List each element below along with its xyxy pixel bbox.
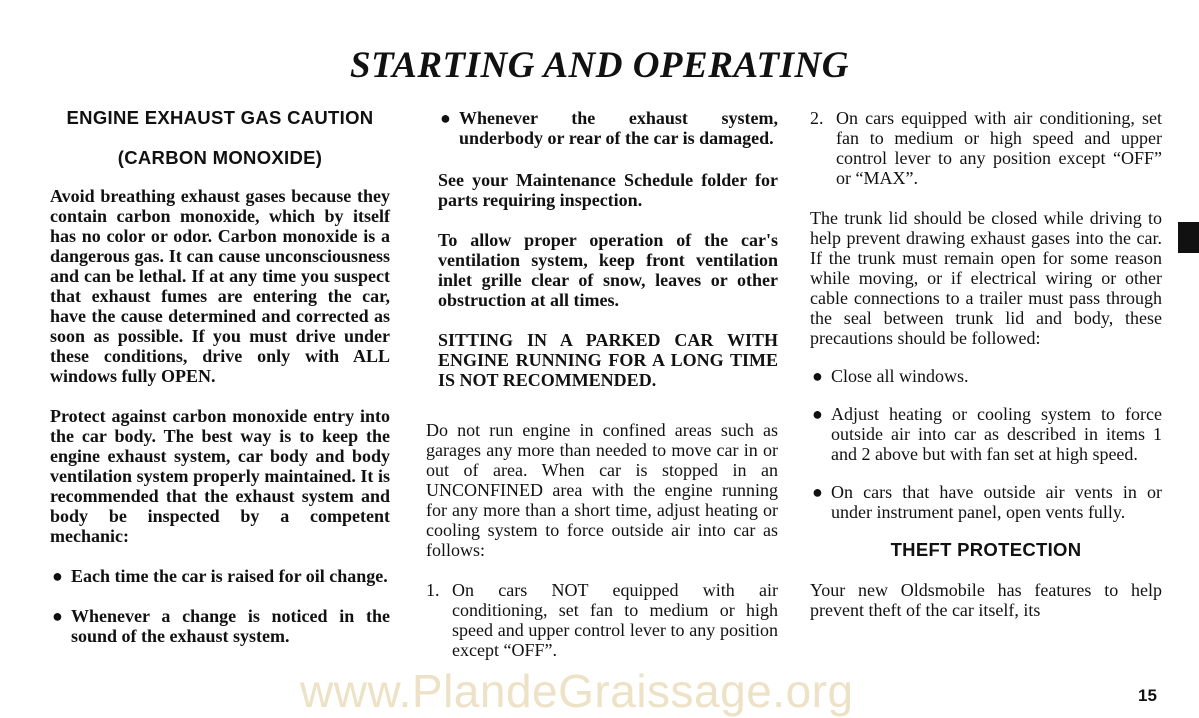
list-item-text: On cars equipped with air conditioning, set fan to medium or high speed and upper control lever to any position except “OFF” or “MAX”. [836, 108, 1162, 188]
list-item [810, 482, 1162, 522]
paragraph-confined-areas: Do not run engine in confined areas such as garages any more than needed to move car in or out of area. When car is stopped in an UNCONFINED area with the engine running for any more than a short time, adjust heating or cooling system to force outside air into car as follows: [426, 420, 778, 560]
list-item-text: Close all windows. [831, 366, 969, 386]
column-left [50, 108, 390, 646]
list-item-text: Each time the car is raised for oil change. [71, 566, 388, 586]
list-item [50, 566, 390, 586]
column-right [810, 108, 1162, 620]
list-item-text: On cars that have outside air vents in or under instrument panel, open vents fully. [831, 482, 1162, 522]
paragraph-maintenance-schedule: See your Maintenance Schedule folder for parts requiring inspection. [438, 170, 778, 210]
bullet-icon: ● [52, 606, 63, 626]
list-item [50, 606, 390, 646]
paragraph-trunk-lid: The trunk lid should be closed while driving to help prevent drawing exhaust gases into the car. If the trunk must remain open for some reason while moving, or if electrical wiring or other cable connections to a trailer must pass through the seal between trunk lid and body, these precautions should be followed: [810, 208, 1162, 348]
section-heading-theft-protection: THEFT PROTECTION [890, 539, 1082, 560]
paragraph-protect-body: Protect against carbon monoxide entry into the car body. The best way is to keep the engine exhaust system, car body and body ventilation system properly maintained. It is recommended that the exhaust system and body be inspected by a competent mechanic: [50, 406, 390, 546]
watermark-text: www.PlandeGraissage.org [300, 665, 854, 717]
list-item-text: Whenever a change is noticed in the sound of the exhaust system. [71, 606, 390, 646]
paragraph-ventilation: To allow proper operation of the car's ventilation system, keep front ventilation inlet grille clear of snow, leaves or other obstruction at all times. [438, 230, 778, 310]
column-middle [426, 108, 778, 660]
page-title: STARTING AND OPERATING [350, 45, 849, 86]
list-item-number: 1. [426, 580, 440, 600]
list-item-text: Whenever the exhaust system, underbody or rear of the car is damaged. [459, 108, 778, 148]
page-number: 15 [1138, 686, 1157, 705]
list-item-text: Adjust heating or cooling system to force outside air into car as described in items 1 and 2 above but with fan set at high speed. [831, 404, 1162, 464]
bullet-icon: ● [812, 366, 823, 386]
list-item-number: 2. [810, 108, 824, 128]
section-subheading-carbon-monoxide: (CARBON MONOXIDE) [117, 147, 323, 168]
bullet-icon: ● [812, 404, 823, 424]
list-item [438, 108, 778, 148]
bullet-icon: ● [440, 108, 451, 128]
paragraph-avoid-exhaust: Avoid breathing exhaust gases because they contain carbon monoxide, which by itself has no color or odor. Carbon monoxide is a dangerous gas. It can cause unconsciousness and can be lethal. If at any time you suspect that exhaust fumes are entering the car, have the cause determined and corrected as soon as possible. If you must drive under these conditions, drive only with ALL windows fully OPEN. [50, 186, 390, 386]
section-heading-exhaust: ENGINE EXHAUST GAS CAUTION [66, 107, 374, 128]
bullet-icon: ● [52, 566, 63, 586]
list-item [810, 404, 1162, 464]
list-item-text: On cars NOT equipped with air conditioning, set fan to medium or high speed and upper control lever to any position except “OFF”. [452, 580, 778, 660]
bullet-icon: ● [812, 482, 823, 502]
list-item [426, 580, 778, 660]
paragraph-parked-car-warning: SITTING IN A PARKED CAR WITH ENGINE RUNNING FOR A LONG TIME IS NOT RECOMMENDED. [438, 330, 778, 390]
list-item [810, 366, 1162, 386]
list-item [810, 108, 1162, 188]
paragraph-theft-protection: Your new Oldsmobile has features to help prevent theft of the car itself, its [810, 580, 1162, 620]
section-tab-marker [1178, 222, 1199, 253]
